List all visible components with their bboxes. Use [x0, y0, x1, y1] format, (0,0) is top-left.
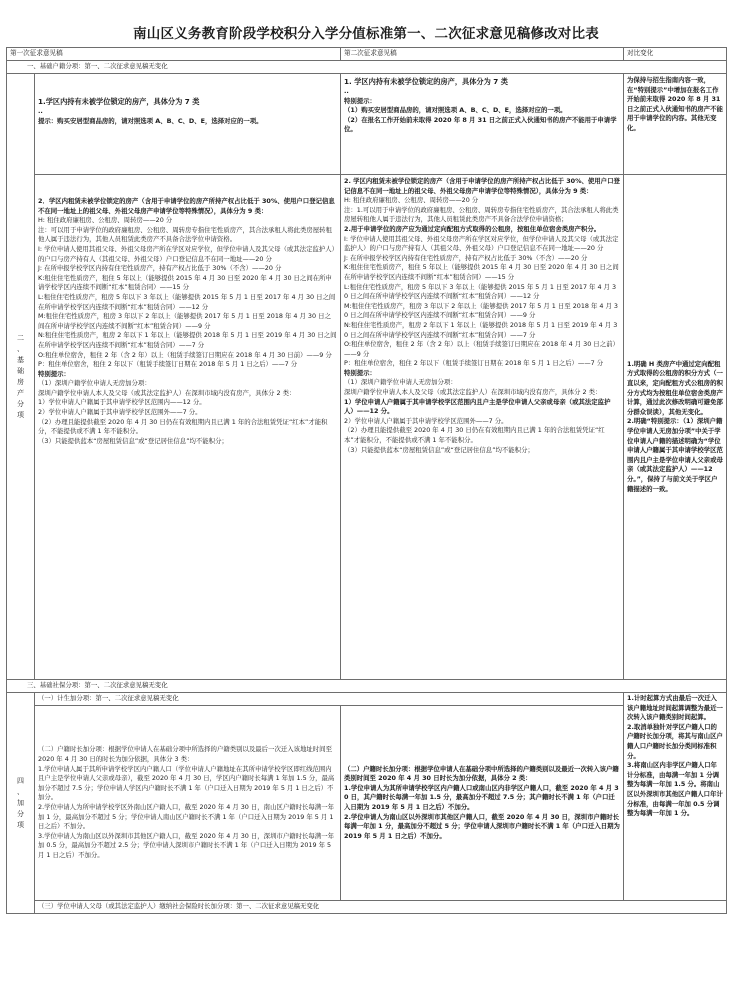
header-second-draft: 第二次征求意见稿: [341, 48, 624, 61]
table-row-bonus-2: [7, 706, 727, 901]
section-band-3: [7, 680, 727, 693]
table-header-row: [7, 48, 727, 61]
first-draft-cell: （二）户籍时长加分项：根据学位申请人在基础分项中所选择的户籍类别以及最后一次迁入该地址时间至 2020 年 4 月 30 日的时长为加分依据，具体分 3 类： 1.学位申请人属于其所申请学校学区内户籍人口（学位申请人户籍地址在其所申请学校学区即红线范围内且户主是学位申请人父亲或母亲），截至 2020 年 4 月 30 日，学区内户籍时长每满 1 年加 1.5 分，最高加分不超过 7.5 分；学位申请人学区内户籍时长不满 1 年（户口迁入日期为 2019 年 5 月 1 日之后）不加分。 2.学位申请人为所申请学校学区外南山区户籍人口，截至 2020 年 4 月 30 日，南山区户籍时长每满一年加 1 分，最高加分不超过 5 分；学位申请人南山区户籍时长不满 1 年（户口迁入日期为 2019 年 5 月 1 日之后）不加分。 3.学位申请人为南山区以外深圳市其他区户籍人口，截至 2020 年 4 月 30 日，深圳市户籍时长每满一年加 0.5 分，最高加分不超过 2.5 分；学位申请人深圳市户籍时长不满 1 年（户口迁入日期为 2019 年 5 月 1 日之后）不加分。: [35, 706, 341, 901]
second-draft-cell: 1. 学区内持有未被学位锁定的房产，具体分为 7 类 .. 特别提示： （1）购买安居型商品房的，请对照选项 A、B、C、D、E，选择对应的一项。 （2）在报名工作开始前未取得 2020 年 8 月 31 日之前正式入伙通知书的房产不能用于申请学位。: [341, 74, 624, 175]
comparison-table: [6, 47, 727, 914]
table-row-housing-1: [7, 74, 727, 175]
table-row-housing-2: [7, 175, 727, 680]
page-title: 南山区义务教育阶段学校积分入学分值标准第一、二次征求意见稿修改对比表: [133, 26, 599, 42]
change-cell: 1.明确 H 类房产中通过定向配租方式取得的公租房的积分方式（一直以来，定向配租方式公租房的积分方式均为按租住单位宿舍类房产计算，通过此次修改明确可避免部分群众误读），其他无变化。 2.明确“特别提示：（1）深圳户籍学位申请人无房加分项”中关于学位申请人户籍的描述明确为“学位申请人户籍属于其申请学校学区范围内且户主是学位申请人父亲或母亲（或其法定监护人）——12分。”，保持了与前文关于学区户籍描述的一致。: [624, 175, 727, 680]
first-draft-cell: 2．学区内租赁未被学位锁定的房产（含用于申请学位的房产所持产权占比低于 30%、使用户口登记信息不在同一地址上的祖父母、外祖父母房产申请学位等特殊情况），具体分为 9 类： H: 租住政府廉租房、公租房、周转房——20 分 注：可以用于申请学位的政府廉租房、公租房、周转房专指住宅性质房产，其合法承租人将此类房屋转租他人属于违法行为，其他人员租赁此类房产不具备合法学位申请资格。 I: 学位申请人使用其祖父母、外祖父母房产所在学区对应学位，但学位申请人及其父母（或其法定监护人）的户口与房产持有人（其祖父母、外祖父母）户口登记信息不在同一地址——20 分 J: 在所申报学校学区内持有住宅性质房产，持有产权占比低于 30%（不含）——20 分 K:租住住宅性质房产，租住 5 年以上（能够提供 2015 年 4 月 30 日至 2020 年 4 月 30 日之间在所申请学校学区内连续不间断“红本”租赁合同）——15 分 L:租住住宅性质房产，租房 5 年以下 3 年以上（能够提供 2015 年 5 月 1 日至 2017 年 4 月 30 日之间在所申请学校学区内连续不间断“红本”租赁合同）——12 分 M:租住住宅性质房产，租房 3 年以下 2 年以上（能够提供 2017 年 5 月 1 日至 2018 年 4 月 30 日之间在所申请学校学区内连续不间断“红本”租赁合同）——9 分 N:租住住宅性质房产，租房 2 年以下 1 年以上（能够提供 2018 年 5 月 1 日至 2019 年 4 月 30 日之间在所申请学校学区内连续不间断“红本”租赁合同）——7 分 O:租住单位宿舍，租住 2 年（含 2 年）以上（租赁手续签订日期应在 2018 年 4 月 30 日前）——9 分 P：租住单位宿舍，租住 2 年以下（租赁手续签订日期在 2018 年 5 月 1 日之后）——7 分 特别提示： （1）深圳户籍学位申请人无房加分项： 深圳户籍学位申请人本人及父母（或其法定监护人）在深圳市域内没有房产，具体分 2 类： 1）学位申请人户籍属于其申请学校学区范围内——12 分。 2）学位申请人户籍属于其申请学校学区范围外——7 分。 （2）办理且能提供截至 2020 年 4 月 30 日仍在有效租期内且已满 1 年的合法租赁凭证“红本”才能积分，不能提供或不满 1 年不能积分。 （3）只能提供蓝本“房屋租赁信息”或“登记居住信息”均不能积分；: [35, 175, 341, 680]
subsection-family-planning: （一）计生加分项：第一、二次征求意见稿无变化: [35, 693, 624, 706]
category-housing-label: 二 、 基 础 房 产 分 项: [7, 74, 35, 680]
section-band-1: [7, 61, 727, 74]
header-first-draft: 第一次征求意见稿: [7, 48, 341, 61]
section-3-title: 三、基础社保分项：第一、二次征求意见稿无变化: [7, 680, 727, 693]
change-cell: 1.计时起算方式由最后一次迁入该户籍地址时间起算调整为最近一次转入该户籍类别时间起算。 2.取消单独针对学区户籍人口的户籍时长加分项，将其与南山区户籍人口户籍时长加分类同标准积分。 3.将南山区内非学区户籍人口年计分标准，由每满一年加 1 分调整为每满一年加 1.5 分。将南山区以外深圳市其他区户籍人口年计分标准，由每满一年加 0.5 分调整为每满一年加 1 分。: [624, 693, 727, 901]
table-row-bonus-1: [7, 693, 727, 706]
subsection-social-insurance: （三）学位申请人父母（或其法定监护人）缴纳社会保险时长加分项：第一、二次征求意见稿无变化: [35, 901, 727, 914]
second-draft-cell: （二）户籍时长加分项：根据学位申请人在基础分项中所选择的户籍类别以及最近一次转入该户籍类别时间至 2020 年 4 月 30 日时长为加分依据，具体分 2 类： 1.学位申请人为其所申请学校学区内户籍人口或南山区内非学区户籍人口，截至 2020 年 4 月 30 日，其户籍时长每满一年加 1.5 分，最高加分不超过 7.5 分；其户籍时长不满 1 年（户口迁入日期为 2019 年 5 月 1 日之后）不加分。 2.学位申请人为南山区以外深圳市其他区户籍人口，截至 2020 年 4 月 30 日，深圳市户籍时长每满一年加 1 分，最高加分不超过 5 分；学位申请人深圳市户籍时长不满 1 年（户口迁入日期为 2019 年 5 月 1 日之后）不加分。: [341, 706, 624, 901]
header-changes: 对比变化: [624, 48, 727, 61]
first-draft-cell: 1.学区内持有未被学位锁定的房产，具体分为 7 类 .. 提示：购买安居型商品房的，请对照选项 A、B、C、D、E，选择对应的一项。: [35, 74, 341, 175]
category-bonus-label: 四 、 加 分 项: [7, 693, 35, 914]
change-cell: 为保持与招生指南内容一致，在“特别提示”中增加在报名工作开始前未取得 2020 年 8 月 31 日之前正式入伙通知书的房产不能用于申请学位的内容。其他无变化。: [624, 74, 727, 175]
second-draft-cell: 2. 学区内租赁未被学位锁定的房产（含用于申请学位的房产所持产权占比低于 30%、使用户口登记信息不在同一地址上的祖父母、外祖父母房产申请学位等特殊情况），具体分为 9 类： H: 租住政府廉租房、公租房、周转房——20 分 注：1.可以用于申请学位的政府廉租房、公租房、周转房专指住宅性质房产，其合法承租人将此类房屋转租他人属于违法行为，其他人员租赁此类房产不具备合法学位申请资格； 2.用于申请学位的房产应为通过定向配租方式取得的公租房，按租住单位宿舍类房产积分。 I: 学位申请人使用其祖父母、外祖父母房产所在学区对应学位，但学位申请人及其父母（或其法定监护人）的户口与房产持有人（其祖父母、外祖父母）户口登记信息不在同一地址——20 分 J: 在所申报学校学区内持有住宅性质房产，持有产权占比低于 30%（不含）——20 分 K:租住住宅性质房产，租住 5 年以上（能够提供 2015 年 4 月 30 日至 2020 年 4 月 30 日之间在所申请学校学区内连续不间断“红本”租赁合同）——15 分 L:租住住宅性质房产，租房 5 年以下 3 年以上（能够提供 2015 年 5 月 1 日至 2017 年 4 月 30 日之间在所申请学校学区内连续不间断“红本”租赁合同）——12 分 M:租住住宅性质房产，租房 3 年以下 2 年以上（能够提供 2017 年 5 月 1 日至 2018 年 4 月 30 日之间在所申请学校学区内连续不间断“红本”租赁合同）——9 分 N:租住住宅性质房产，租房 2 年以下 1 年以上（能够提供 2018 年 5 月 1 日至 2019 年 4 月 30 日之间在所申请学校学区内连续不间断“红本”租赁合同）——7 分 O:租住单位宿舍，租住 2 年（含 2 年）以上（租赁手续签订日期应在 2018 年 4 月 30 日之前）——9 分 P：租住单位宿舍，租住 2 年以下（租赁手续签订日期在 2018 年 5 月 1 日之后）——7 分 特别提示： （1）深圳户籍学位申请人无房加分项： 深圳户籍学位申请人本人及父母（或其法定监护人）在深圳市域内没有房产，具体分 2 类： 1）学位申请人户籍属于其申请学校学区范围内且户主是学位申请人父亲或母亲（或其法定监护人）——12 分。 2）学位申请人户籍属于其申请学校学区范围外——7 分。 （2）办理且能提供截至 2020 年 4 月 30 日仍在有效租期内且已满 1 年的合法租赁凭证“红本”才能积分，不能提供或不满 1 年不能积分。 （3）只能提供蓝本“房屋租赁信息”或“登记居住信息”均不能积分；: [341, 175, 624, 680]
table-row-bonus-3: [7, 901, 727, 914]
section-1-title: 一、基础户籍分项：第一、二次征求意见稿无变化: [7, 61, 727, 74]
